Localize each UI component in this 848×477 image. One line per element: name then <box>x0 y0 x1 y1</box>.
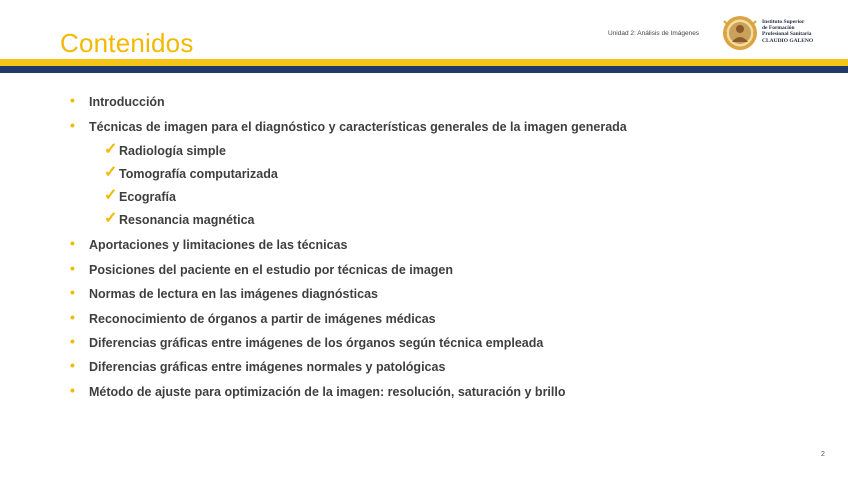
bullet-dot-icon: • <box>70 309 75 325</box>
checkmark-icon: ✓ <box>104 210 118 227</box>
sub-list-item <box>104 187 176 204</box>
list-item-label: Técnicas de imagen para el diagnóstico y características generales de la imagen generada <box>89 120 627 134</box>
list-item-label: Diferencias gráficas entre imágenes normales y patológicas <box>89 360 446 374</box>
bullet-dot-icon: • <box>70 260 75 276</box>
list-item-label: Reconocimiento de órganos a partir de imágenes médicas <box>89 312 436 326</box>
list-item-label: Normas de lectura en las imágenes diagnósticas <box>89 287 379 301</box>
list-item <box>70 333 544 350</box>
page-title: Contenidos <box>60 28 194 58</box>
page-number: 2 <box>821 451 825 458</box>
list-item-label: Posiciones del paciente en el estudio por técnicas de imagen <box>89 263 454 277</box>
list-item <box>70 357 446 374</box>
institution-line: CLAUDIO GALENO <box>762 37 814 44</box>
checkmark-icon: ✓ <box>104 187 118 204</box>
list-item-label: Aportaciones y limitaciones de las técnicas <box>89 238 348 252</box>
list-item-label: Diferencias gráficas entre imágenes de los órganos según técnica empleada <box>89 336 544 350</box>
list-item-label: Introducción <box>89 95 165 109</box>
checkmark-icon: ✓ <box>104 141 118 158</box>
unit-label: Unidad 2: Análisis de Imágenes <box>608 30 700 37</box>
sub-list-item-label: Tomografía computarizada <box>119 167 278 181</box>
list-item <box>70 260 454 277</box>
institution-line: Profesional Sanitaria <box>762 31 812 38</box>
bullet-dot-icon: • <box>70 382 75 398</box>
institution-name <box>762 19 813 44</box>
list-item <box>70 284 379 301</box>
bullet-dot-icon: • <box>70 333 75 349</box>
bullet-dot-icon: • <box>70 117 75 133</box>
sub-list-item-label: Radiología simple <box>119 144 226 158</box>
institution-line: de Formación <box>762 25 795 32</box>
checkmark-icon: ✓ <box>104 164 118 181</box>
list-item <box>70 382 566 399</box>
sub-list-item <box>104 164 278 181</box>
list-item <box>70 235 348 252</box>
sub-list-item <box>104 210 255 227</box>
list-item <box>70 309 436 326</box>
sub-list-item-label: Resonancia magnética <box>119 213 255 227</box>
header-bar-blue <box>0 66 848 73</box>
bullet-dot-icon: • <box>70 92 75 108</box>
sub-list-item <box>104 141 226 158</box>
institution-line: Instituto Superior <box>762 19 805 25</box>
list-item-label: Método de ajuste para optimización de la imagen: resolución, saturación y brillo <box>89 385 566 399</box>
bullet-dot-icon: • <box>70 235 75 251</box>
bullet-dot-icon: • <box>70 284 75 300</box>
list-item <box>70 117 627 134</box>
sub-list-item-label: Ecografía <box>119 190 176 204</box>
list-item <box>70 92 165 109</box>
bullet-dot-icon: • <box>70 357 75 373</box>
header-bar-yellow <box>0 59 848 66</box>
institution-seal-icon <box>722 15 758 51</box>
